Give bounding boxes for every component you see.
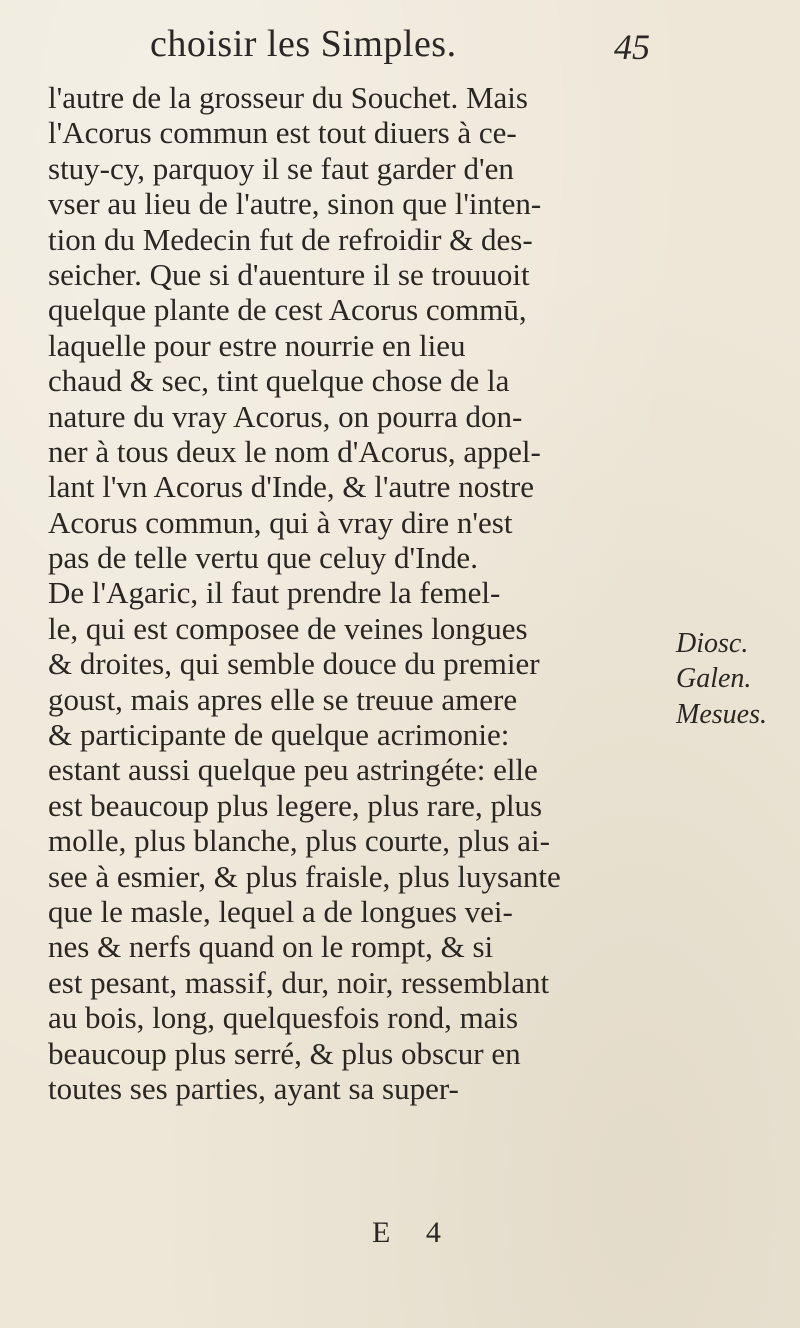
page-number: 45	[614, 27, 650, 67]
text-line: le, qui est composee de veines longues	[48, 610, 528, 646]
text-line: l'autre de la grosseur du Souchet. Mais	[48, 80, 528, 115]
signature-mark: E 4	[372, 1216, 455, 1249]
text-line: beaucoup plus serré, & plus obscur en	[48, 1035, 521, 1071]
text-line: est beaucoup plus legere, plus rare, plus	[48, 787, 543, 823]
text-line: nature du vray Acorus, on pourra don-	[48, 398, 523, 434]
text-line: stuy-cy, parquoy il se faut garder d'en	[48, 150, 514, 186]
text-line: seicher. Que si d'auenture il se trouuoit	[48, 256, 530, 292]
text-line: goust, mais apres elle se treuue amere	[48, 681, 518, 717]
text-line: laquelle pour estre nourrie en lieu	[48, 327, 466, 363]
page-header	[150, 22, 650, 78]
text-line: quelque plante de cest Acorus commū,	[48, 292, 527, 328]
text-line: chaud & sec, tint quelque chose de la	[48, 363, 510, 399]
text-line: tion du Medecin fut de refroidir & des-	[48, 221, 533, 257]
text-line: & droites, qui semble douce du premier	[48, 646, 540, 682]
text-line: molle, plus blanche, plus courte, plus ai-	[48, 823, 550, 859]
text-line: lant l'vn Acorus d'Inde, & l'autre nostre	[48, 469, 534, 505]
text-line: nes & nerfs quand on le rompt, & si	[48, 929, 494, 965]
body-text	[48, 80, 668, 1106]
margin-note-dioscorides: Diosc.	[676, 628, 749, 659]
text-line: see à esmier, & plus fraisle, plus luysante	[48, 858, 561, 894]
text-line: l'Acorus commun est tout diuers à ce-	[48, 115, 517, 151]
margin-note-galen: Galen.	[676, 663, 752, 695]
text-line: & participante de quelque acrimonie:	[48, 717, 510, 753]
margin-note-mesues: Mesues.	[676, 698, 767, 730]
text-line: vser au lieu de l'autre, sinon que l'inten-	[48, 186, 542, 222]
text-line: que le masle, lequel a de longues vei-	[48, 893, 513, 929]
margin-notes	[676, 626, 796, 732]
text-line: estant aussi quelque peu astringéte: elle	[48, 752, 538, 788]
text-line: au bois, long, quelquesfois rond, mais	[48, 1000, 519, 1036]
text-line: est pesant, massif, dur, noir, ressemblant	[48, 964, 550, 1000]
text-line: Acorus commun, qui à vray dire n'est	[48, 504, 513, 540]
text-line: pas de telle vertu que celuy d'Inde.	[48, 540, 478, 576]
text-line: ner à tous deux le nom d'Acorus, appel-	[48, 433, 541, 469]
running-title: choisir les Simples.	[150, 23, 457, 65]
text-line: toutes ses parties, ayant sa super-	[48, 1070, 459, 1106]
text-line: De l'Agaric, il faut prendre la femel-	[48, 575, 501, 611]
